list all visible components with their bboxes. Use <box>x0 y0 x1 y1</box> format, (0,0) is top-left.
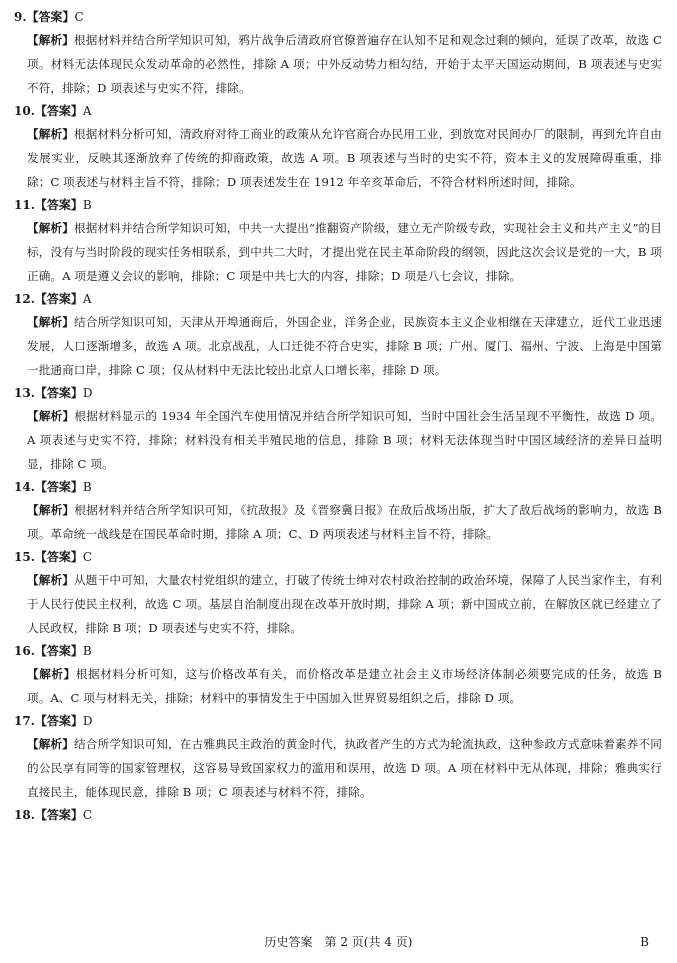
analysis-text: 根据材料并结合所学知识可知，中共一大提出“推翻资产阶级，建立无产阶级专政，实现社会主义和共产主义”的目标，没有与当时阶段的现实任务相联系，到中共二大时，才提出党在民主革命阶段的纲领，因此这次会议是党的一大，B 项正确。A 项是遵义会议的影响，排除；C 项是中共七大的内容，排除；D 项是八七会议，排除。 <box>27 221 662 283</box>
analysis-paragraph <box>14 404 662 476</box>
answer-line <box>14 546 662 568</box>
question-item-17 <box>14 710 662 804</box>
answer-value: B <box>82 480 92 494</box>
analysis-text: 结合所学知识可知，在古雅典民主政治的黄金时代，执政者产生的方式为轮流执政，这种参政方式意味着素养不同的公民享有同等的国家管理权，这容易导致国家权力的滥用和误用，故选 D 项。A 项在材料中无从体现，排除；雅典实行直接民主，能体现民意，排除 B 项；C 项表述与材料不符，排除。 <box>27 737 662 799</box>
analysis-label: 【解析】 <box>27 503 75 517</box>
answer-label: 【答案】 <box>34 644 83 658</box>
answer-line <box>14 288 662 310</box>
answer-value: B <box>82 198 92 212</box>
analysis-text: 根据材料分析可知，这与价格改革有关，而价格改革是建立社会主义市场经济体制必须要完成的任务，故选 B 项。A、C 项与材料无关，排除；材料中的事情发生于中国加入世界贸易组织之后，排除 D 项。 <box>27 667 662 705</box>
question-number: 16. <box>14 644 35 658</box>
analysis-text: 根据材料并结合所学知识可知，《抗敌报》及《晋察冀日报》在敌后战场出版，扩大了敌后战场的影响力，故选 B 项。革命统一战线是在国民革命时期，排除 A 项；C、D 两项表述与材料主旨不符，排除。 <box>27 503 662 541</box>
question-item-13 <box>14 382 662 476</box>
answer-line <box>14 804 662 826</box>
paper-version-label: B <box>640 935 649 949</box>
question-item-12 <box>14 288 662 382</box>
analysis-text: 根据材料分析可知，清政府对待工商业的政策从允许官商合办民用工业，到放宽对民间办厂的限制，再到允许自由发展实业，反映其逐渐放弃了传统的抑商政策，故选 A 项。B 项表述与当时的史实不符，资本主义的发展障碍重重，排除；C 项表述与材料主旨不符，排除；D 项表述发生在 1912 年辛亥革命后，不符合材料所述时间，排除。 <box>27 127 662 189</box>
answer-line <box>14 476 662 498</box>
answer-value: A <box>82 292 92 306</box>
analysis-label: 【解析】 <box>27 737 75 751</box>
answer-value: D <box>82 714 93 728</box>
analysis-label: 【解析】 <box>27 573 75 587</box>
answer-label: 【答案】 <box>34 292 83 306</box>
page-number-text: 历史答案 第 2 页(共 4 页) <box>264 935 413 949</box>
analysis-label: 【解析】 <box>27 221 75 235</box>
answer-label: 【答案】 <box>26 10 75 24</box>
answer-line <box>14 382 662 404</box>
analysis-label: 【解析】 <box>27 667 76 681</box>
answer-label: 【答案】 <box>34 550 83 564</box>
answer-label: 【答案】 <box>34 104 83 118</box>
answer-value: B <box>82 644 92 658</box>
answer-line <box>14 6 662 28</box>
answer-value: C <box>74 10 84 24</box>
analysis-paragraph <box>14 732 662 804</box>
answer-value: C <box>82 550 93 564</box>
answer-value: D <box>82 386 93 400</box>
analysis-paragraph <box>14 662 662 710</box>
answer-label: 【答案】 <box>34 198 83 212</box>
question-number: 14. <box>14 480 35 494</box>
answer-value: C <box>82 808 93 822</box>
answer-line <box>14 640 662 662</box>
analysis-text: 结合所学知识可知，天津从开埠通商后，外国企业，洋务企业，民族资本主义企业相继在天津建立，近代工业迅速发展，人口逐渐增多，故选 A 项。北京战乱，人口迁徙不符合史实，排除 B 项；广州、厦门、福州、宁波、上海是中国第一批通商口岸，排除 C 项；仅从材料中无法比较出北京人口增长率，排除 D 项。 <box>27 315 662 377</box>
analysis-text: 从题干中可知，大量农村党组织的建立，打破了传统士绅对农村政治控制的政治环境，保障了人民当家作主，有利于人民行使民主权利，故选 C 项。基层自治制度出现在改革开放时期，排除 A 项；新中国成立前，在解放区就已经建立了人民政权，排除 B 项；D 项表述与史实不符，排除。 <box>27 573 662 635</box>
analysis-paragraph <box>14 216 662 288</box>
question-item-10 <box>14 100 662 194</box>
answer-line <box>14 194 662 216</box>
question-number: 12. <box>14 292 35 306</box>
analysis-paragraph <box>14 122 662 194</box>
page-footer <box>0 931 677 953</box>
answer-line <box>14 100 662 122</box>
question-item-14 <box>14 476 662 546</box>
analysis-text: 根据材料显示的 1934 年全国汽车使用情况并结合所学知识可知，当时中国社会生活呈现不平衡性，故选 D 项。A 项表述与史实不符，排除；材料没有相关半殖民地的信息，排除 B 项；材料无法体现当时中国区域经济的差异日益明显，排除 C 项。 <box>27 409 662 471</box>
question-number: 13. <box>14 386 35 400</box>
analysis-label: 【解析】 <box>27 33 74 47</box>
question-number: 9. <box>14 10 27 24</box>
analysis-paragraph <box>14 568 662 640</box>
question-item-16 <box>14 640 662 710</box>
analysis-label: 【解析】 <box>27 127 75 141</box>
answer-label: 【答案】 <box>34 386 83 400</box>
question-item-11 <box>14 194 662 288</box>
question-number: 11. <box>14 198 35 212</box>
question-item-18 <box>14 804 662 826</box>
question-item-9 <box>14 6 662 100</box>
analysis-paragraph <box>14 498 662 546</box>
analysis-paragraph <box>14 310 662 382</box>
analysis-label: 【解析】 <box>27 315 75 329</box>
question-item-15 <box>14 546 662 640</box>
question-number: 10. <box>14 104 35 118</box>
question-number: 15. <box>14 550 35 564</box>
analysis-text: 根据材料并结合所学知识可知，鸦片战争后清政府官僚普遍存在认知不足和观念过剩的倾向，延误了改革，故选 C 项。材料无法体现民众发动革命的必然性，排除 A 项；中外反动势力相勾结，开始于太平天国运动期间，B 项表述与史实不符，排除；D 项表述与史实不符，排除。 <box>27 33 662 95</box>
answer-line <box>14 710 662 732</box>
answer-label: 【答案】 <box>34 480 83 494</box>
answer-value: A <box>82 104 92 118</box>
answer-label: 【答案】 <box>34 808 83 822</box>
answer-list <box>14 6 662 826</box>
question-number: 18. <box>14 808 35 822</box>
answer-label: 【答案】 <box>34 714 83 728</box>
analysis-paragraph <box>14 28 662 100</box>
analysis-label: 【解析】 <box>27 409 75 423</box>
question-number: 17. <box>14 714 35 728</box>
